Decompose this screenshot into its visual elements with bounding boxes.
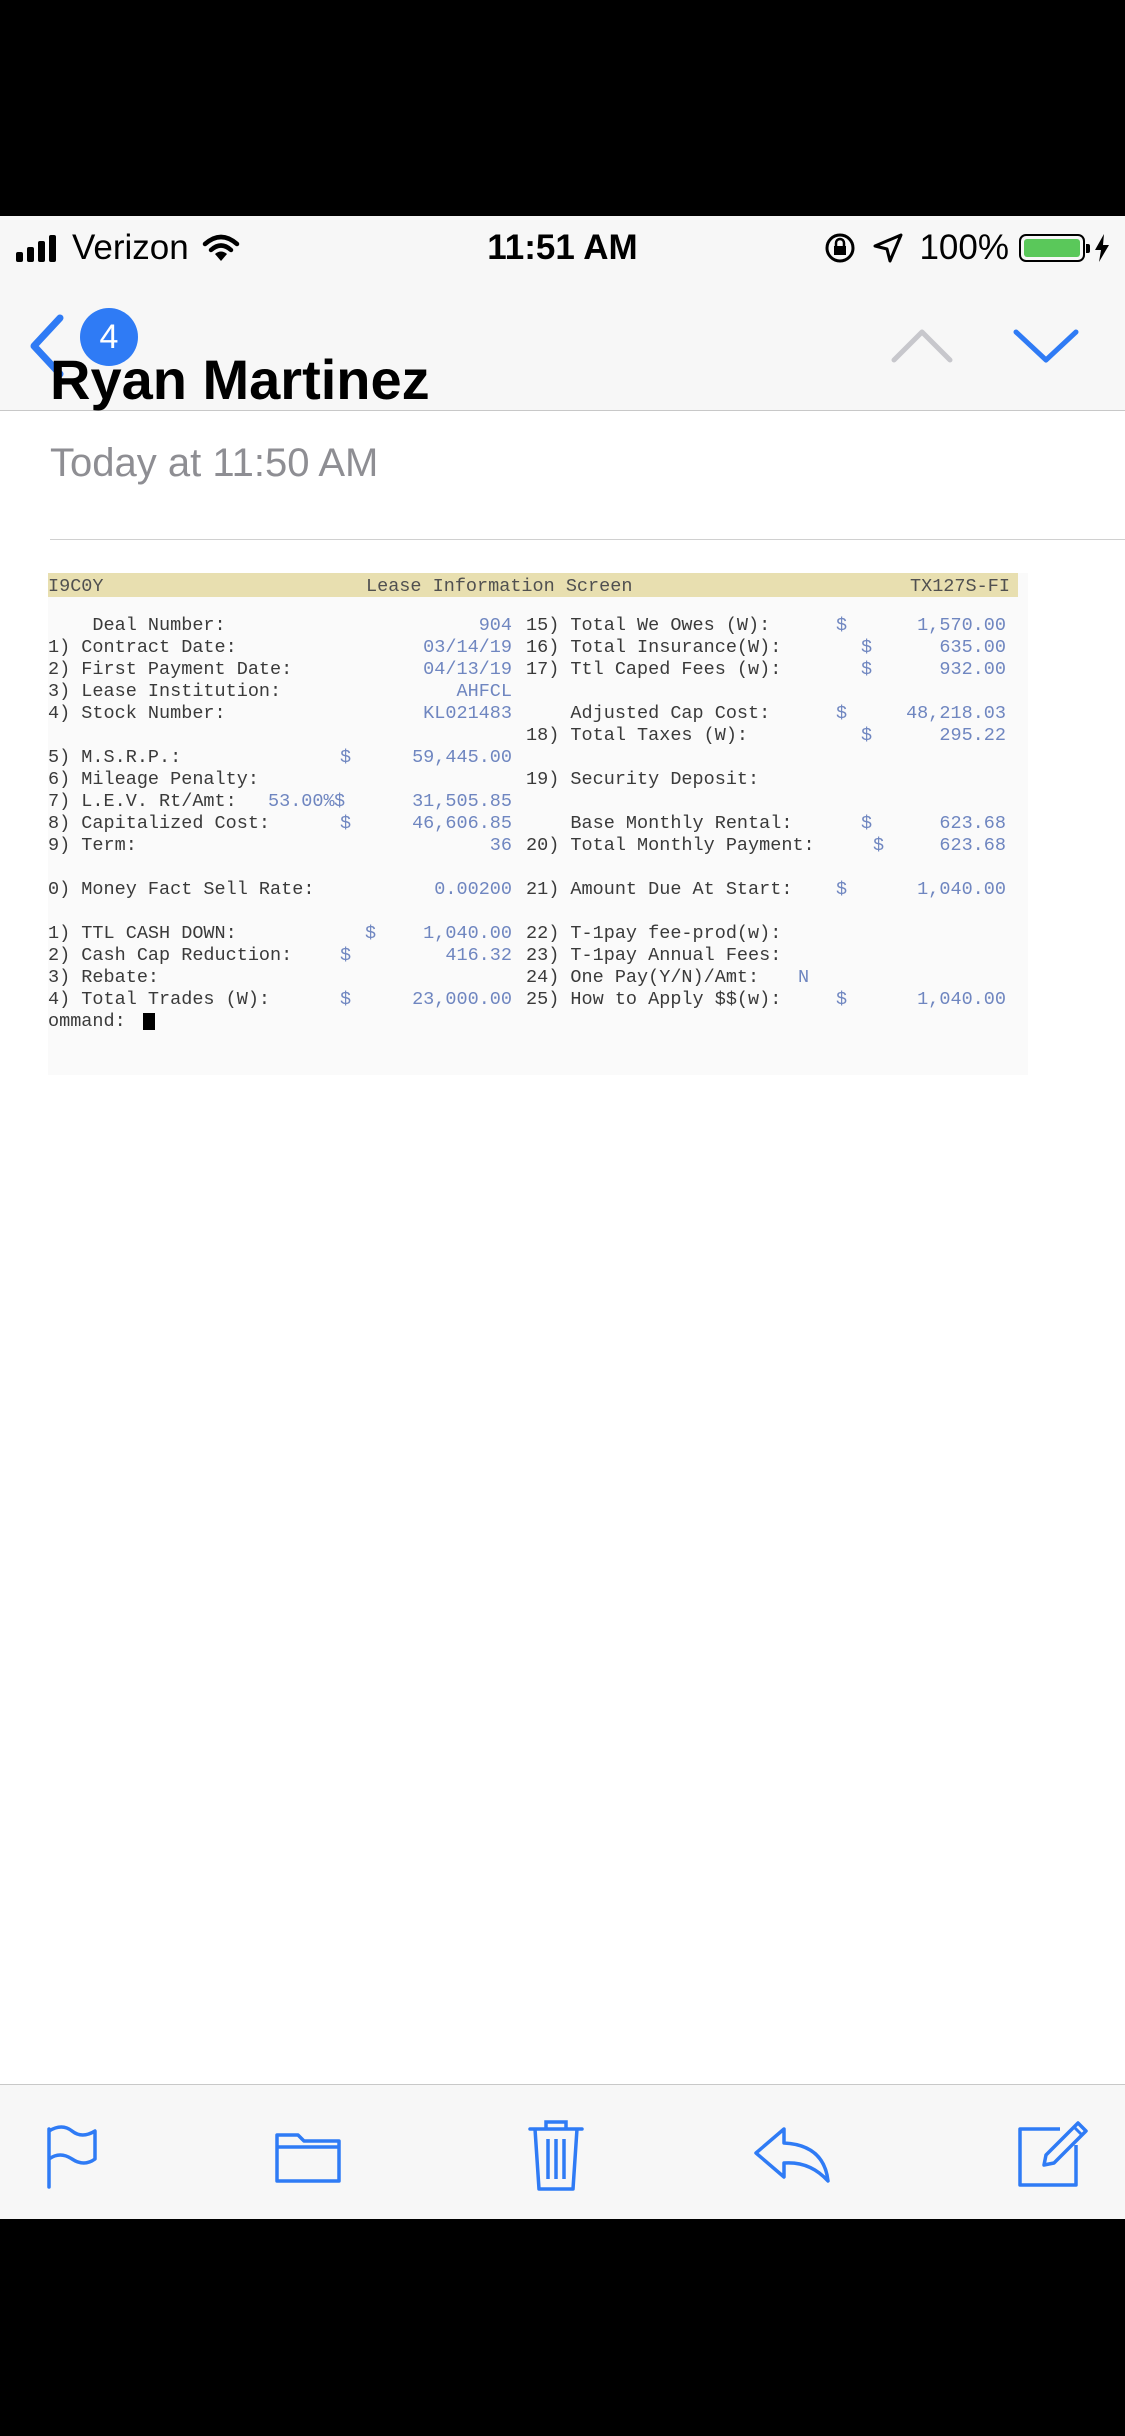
value-adjusted-cap-cost: 48,218.03 [906,703,1006,724]
currency-cash-down: $ [365,923,377,944]
value-stock-number: KL021483 [423,703,512,724]
label-adjusted-cap-cost: Adjusted Cap Cost: [526,703,771,724]
value-lev-amount: 31,505.85 [412,791,512,812]
status-right-group [823,228,1111,268]
trash-icon[interactable] [526,2117,586,2193]
next-message-icon[interactable] [1012,326,1080,366]
currency-caped-fees: $ [861,659,873,680]
flag-icon[interactable] [44,2123,100,2189]
currency-capitalized-cost: $ [340,813,352,834]
value-deal-number: 904 [478,615,512,636]
value-ttl-cash-down: 1,040.00 [423,923,512,944]
value-base-monthly-rental: 623.68 [939,813,1006,834]
terminal-cursor [143,1013,155,1030]
value-capitalized-cost: 46,606.85 [412,813,512,834]
carrier-name: Verizon [72,228,189,267]
label-stock-number: 4) Stock Number: [48,703,226,724]
compose-icon[interactable] [1016,2115,1090,2189]
label-ttl-cash-down: 1) TTL CASH DOWN: [48,923,237,944]
label-t1pay-annual-fees: 23) T-1pay Annual Fees: [526,945,782,966]
message-date: Today at 11:50 AM [50,441,379,485]
label-lease-institution: 3) Lease Institution: [48,681,282,702]
mail-app-window [0,216,1125,2218]
currency-lev: $ [334,791,346,812]
label-deal-number: Deal Number: [48,615,226,636]
clock: 11:51 AM [487,228,638,267]
value-total-trades: 23,000.00 [412,989,512,1010]
label-term: 9) Term: [48,835,137,856]
terminal-id: I9C0Y [48,576,104,597]
battery-icon [1019,234,1085,262]
reply-icon[interactable] [752,2123,832,2185]
terminal-header-bar [48,573,1018,597]
label-total-we-owes: 15) Total We Owes (W): [526,615,771,636]
folder-icon[interactable] [274,2123,342,2185]
currency-we-owes: $ [836,615,848,636]
label-amount-due-at-start: 21) Amount Due At Start: [526,879,793,900]
label-total-monthly-payment: 20) Total Monthly Payment: [526,835,815,856]
terminal-title: Lease Information Screen [366,576,633,597]
label-mileage-penalty: 6) Mileage Penalty: [48,769,259,790]
header-divider [50,539,1125,540]
label-cash-cap-reduction: 2) Cash Cap Reduction: [48,945,293,966]
currency-due-at-start: $ [836,879,848,900]
value-money-factor: 0.00200 [434,879,512,900]
value-amount-due-at-start: 1,040.00 [917,879,1006,900]
battery-percent: 100% [919,228,1009,267]
orientation-lock-icon [823,231,857,265]
terminal-code: TX127S-FI [910,576,1010,597]
label-money-factor: 0) Money Fact Sell Rate: [48,879,315,900]
value-term: 36 [489,835,512,856]
value-first-payment-date: 04/13/19 [423,659,512,680]
label-t1pay-fee-prod: 22) T-1pay fee-prod(w): [526,923,782,944]
label-msrp: 5) M.S.R.P.: [48,747,182,768]
currency-monthly-payment: $ [873,835,885,856]
value-total-insurance: 635.00 [939,637,1006,658]
currency-adjusted-cap: $ [836,703,848,724]
previous-message-icon[interactable] [890,326,954,366]
label-base-monthly-rental: Base Monthly Rental: [526,813,793,834]
value-total-we-owes: 1,570.00 [917,615,1006,636]
location-icon [871,231,905,265]
lease-information-screen-image [48,573,1028,1075]
label-command: ommand: [48,1011,126,1032]
currency-base-rental: $ [861,813,873,834]
label-lev-rate: 7) L.E.V. Rt/Amt: [48,791,237,812]
value-ttl-caped-fees: 932.00 [939,659,1006,680]
label-one-pay: 24) One Pay(Y/N)/Amt: [526,967,760,988]
value-one-pay: N [798,967,810,988]
value-lease-institution: AHFCL [456,681,512,702]
label-contract-date: 1) Contract Date: [48,637,237,658]
value-lev-rate: 53.00% [268,791,335,812]
value-msrp: 59,445.00 [412,747,512,768]
sender-name: Ryan Martinez [50,348,430,411]
label-first-payment-date: 2) First Payment Date: [48,659,293,680]
label-rebate: 3) Rebate: [48,967,160,988]
currency-trades: $ [340,989,352,1010]
label-how-to-apply: 25) How to Apply $$(w): [526,989,782,1010]
currency-how-to-apply: $ [836,989,848,1010]
status-bar [0,216,1125,282]
label-total-insurance: 16) Total Insurance(W): [526,637,782,658]
currency-insurance: $ [861,637,873,658]
value-how-to-apply: 1,040.00 [917,989,1006,1010]
label-ttl-caped-fees: 17) Ttl Caped Fees (w): [526,659,782,680]
unread-count-badge[interactable]: 4 [80,308,138,366]
value-contract-date: 03/14/19 [423,637,512,658]
bottom-toolbar [0,2084,1125,2219]
label-total-trades: 4) Total Trades (W): [48,989,271,1010]
currency-msrp: $ [340,747,352,768]
value-total-taxes: 295.22 [939,725,1006,746]
value-total-monthly-payment: 623.68 [939,835,1006,856]
charging-icon [1093,233,1111,263]
label-security-deposit: 19) Security Deposit: [526,769,760,790]
currency-taxes: $ [861,725,873,746]
label-total-taxes: 18) Total Taxes (W): [526,725,749,746]
currency-cash-cap: $ [340,945,352,966]
label-capitalized-cost: 8) Capitalized Cost: [48,813,271,834]
value-cash-cap-reduction: 416.32 [445,945,512,966]
